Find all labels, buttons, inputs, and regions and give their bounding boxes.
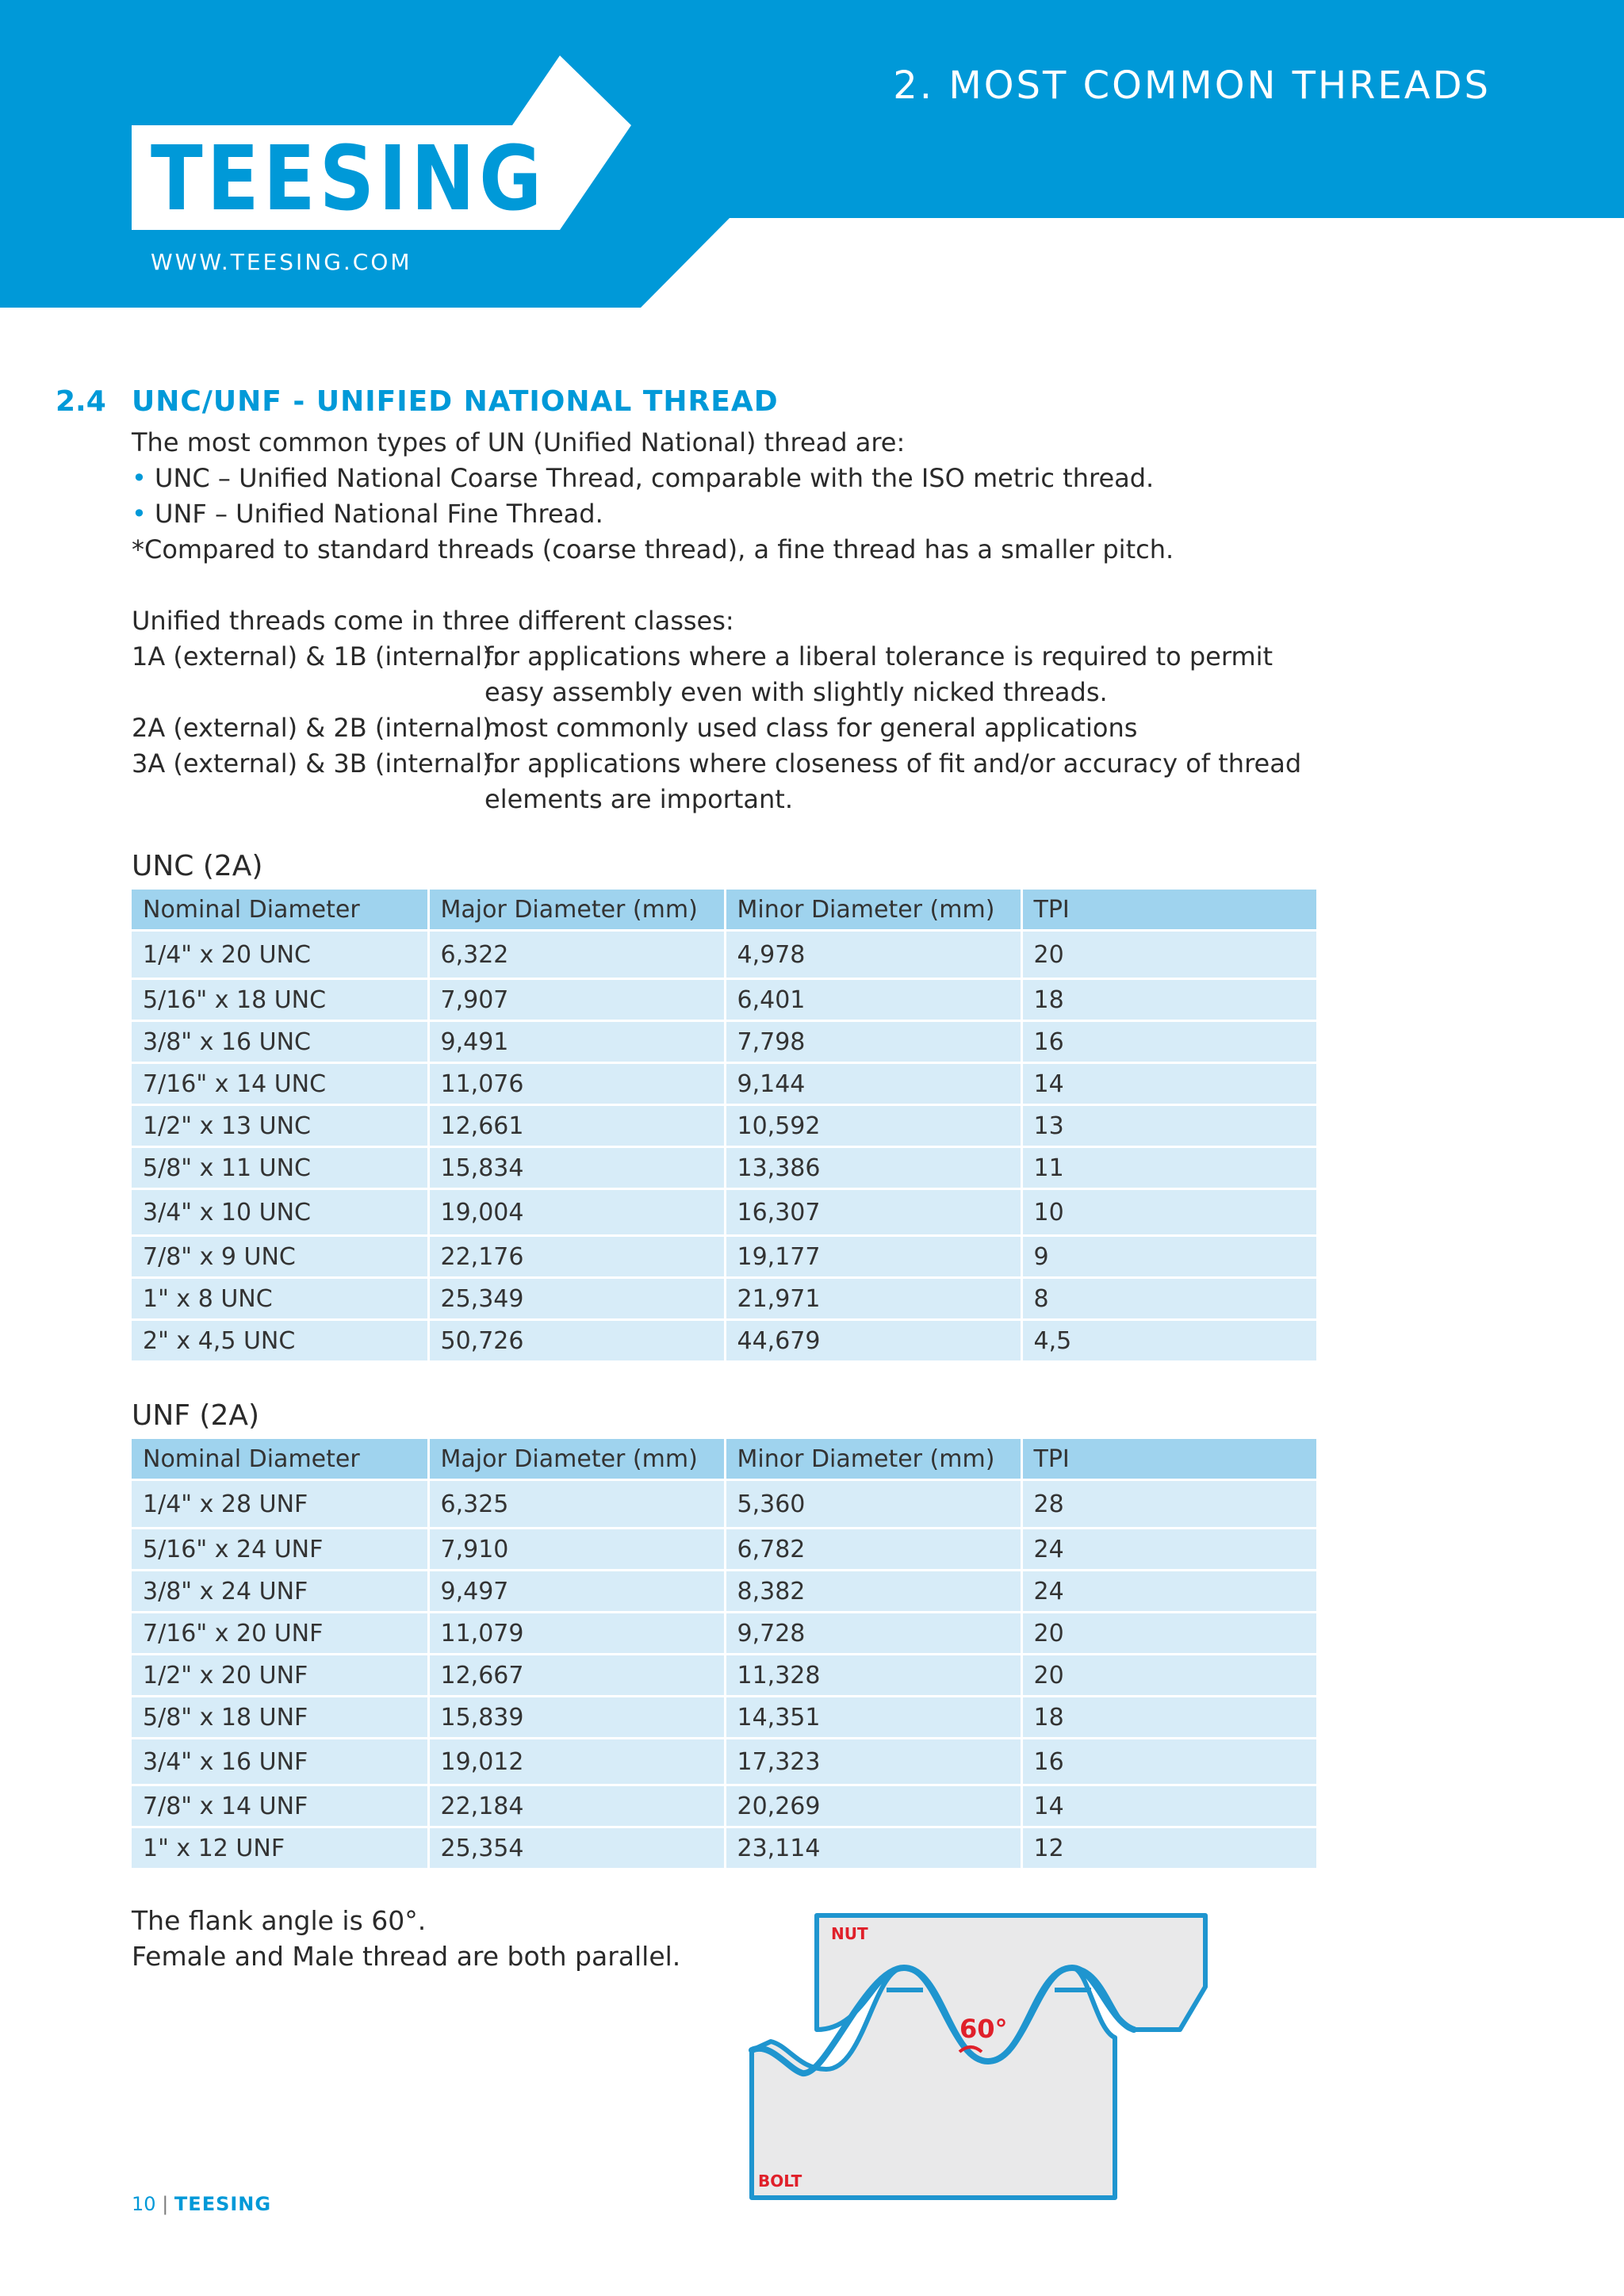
unf-table [132,1439,1316,1870]
classes-intro: Unified threads come in three different classes: [132,606,734,636]
table-cell: 3/4" x 10 UNC [132,1189,428,1236]
table-row [132,1785,1316,1827]
table-row [132,1529,1316,1571]
table-cell: 1" x 12 UNF [132,1827,428,1869]
table-cell: 7/8" x 14 UNF [132,1785,428,1827]
class-row [132,746,1337,817]
table-cell: 5/16" x 18 UNC [132,979,428,1021]
table-cell: 28 [1021,1480,1316,1529]
bolt-outline [752,1968,1115,2198]
table-cell: 44,679 [725,1320,1021,1362]
table-cell: 13,386 [725,1147,1021,1189]
table-cell: 5/8" x 18 UNF [132,1697,428,1739]
table-cell: 7/16" x 20 UNF [132,1613,428,1655]
table-cell: 2" x 4,5 UNC [132,1320,428,1362]
section-title: UNC/UNF - UNIFIED NATIONAL THREAD [132,385,779,418]
table-cell: 12,667 [428,1655,725,1697]
table-row [132,1021,1316,1063]
table-row [132,1739,1316,1785]
table-cell: 10 [1021,1189,1316,1236]
table-cell: 22,184 [428,1785,725,1827]
table-cell: 14 [1021,1785,1316,1827]
flank-line: Female and Male thread are both parallel. [132,1941,681,1972]
column-header: Nominal Diameter [132,890,428,931]
table-cell: 15,834 [428,1147,725,1189]
table-cell: 12 [1021,1827,1316,1869]
table-cell: 9,497 [428,1571,725,1613]
table-cell: 15,839 [428,1697,725,1739]
class-key: 3A (external) & 3B (internal): [132,748,501,779]
table-cell: 3/8" x 16 UNC [132,1021,428,1063]
table-cell: 9,144 [725,1063,1021,1105]
bullet-dot: • [132,499,147,529]
footer-separator: | [162,2193,169,2215]
section-number: 2.4 [56,385,106,418]
page-number: 10 [132,2193,156,2215]
table-cell: 22,176 [428,1236,725,1278]
table-cell: 6,325 [428,1480,725,1529]
table-cell: 50,726 [428,1320,725,1362]
bullet-text: UNF – Unified National Fine Thread. [155,499,603,529]
table-cell: 25,349 [428,1278,725,1320]
table-row [132,1613,1316,1655]
table-cell: 14 [1021,1063,1316,1105]
table-row [132,1480,1316,1529]
table-cell: 20 [1021,1613,1316,1655]
note-line: *Compared to standard threads (coarse thread), a fine thread has a smaller pitch. [132,534,1174,564]
table-cell: 18 [1021,1697,1316,1739]
table-cell: 6,322 [428,931,725,979]
table-cell: 11,079 [428,1613,725,1655]
class-row [132,710,1337,746]
intro-text [132,425,1337,817]
table-cell: 20,269 [725,1785,1021,1827]
table-cell: 7,910 [428,1529,725,1571]
column-header: Minor Diameter (mm) [725,1439,1021,1480]
table-row [132,1320,1316,1362]
table-cell: 14,351 [725,1697,1021,1739]
table-cell: 11,076 [428,1063,725,1105]
table-cell: 5/8" x 11 UNC [132,1147,428,1189]
table-cell: 9,728 [725,1613,1021,1655]
table-cell: 19,012 [428,1739,725,1785]
table-cell: 9,491 [428,1021,725,1063]
column-header: Nominal Diameter [132,1439,428,1480]
table-cell: 8 [1021,1278,1316,1320]
flank-line: The flank angle is 60°. [132,1905,427,1936]
table-cell: 23,114 [725,1827,1021,1869]
footer-brand: TEESING [174,2193,272,2215]
class-row [132,639,1337,710]
table-cell: 6,401 [725,979,1021,1021]
table-cell: 7,798 [725,1021,1021,1063]
table-cell: 17,323 [725,1739,1021,1785]
table-row [132,1105,1316,1147]
column-header: Minor Diameter (mm) [725,890,1021,931]
unf-table-title: UNF (2A) [132,1399,260,1432]
table-row [132,1189,1316,1236]
table-cell: 16,307 [725,1189,1021,1236]
table-cell: 24 [1021,1571,1316,1613]
table-cell: 8,382 [725,1571,1021,1613]
table-cell: 9 [1021,1236,1316,1278]
table-cell: 16 [1021,1739,1316,1785]
nut-label: NUT [831,1924,868,1943]
table-cell: 6,782 [725,1529,1021,1571]
table-cell: 20 [1021,931,1316,979]
column-header: TPI [1021,1439,1316,1480]
bullet-text: UNC – Unified National Coarse Thread, comparable with the ISO metric thread. [155,463,1155,493]
table-cell: 19,177 [725,1236,1021,1278]
flank-text [132,1903,680,1974]
table-cell: 3/8" x 24 UNF [132,1571,428,1613]
table-cell: 1/4" x 28 UNF [132,1480,428,1529]
table-cell: 7/8" x 9 UNC [132,1236,428,1278]
table-cell: 7/16" x 14 UNC [132,1063,428,1105]
table-cell: 5/16" x 24 UNF [132,1529,428,1571]
intro-line: The most common types of UN (Unified National) thread are: [132,427,906,457]
angle-label: 60° [959,2014,1008,2044]
column-header: Major Diameter (mm) [428,890,725,931]
table-cell: 20 [1021,1655,1316,1697]
table-cell: 11,328 [725,1655,1021,1697]
table-row [132,1236,1316,1278]
table-row [132,1571,1316,1613]
brand-url[interactable]: WWW.TEESING.COM [151,249,412,275]
table-cell: 19,004 [428,1189,725,1236]
unc-table [132,890,1316,1363]
table-row [132,1697,1316,1739]
page-footer [132,2193,271,2215]
table-cell: 1" x 8 UNC [132,1278,428,1320]
table-row [132,979,1316,1021]
brand-logo: TEESING [151,128,546,231]
section-header: 2. MOST COMMON THREADS [893,63,1491,108]
table-cell: 11 [1021,1147,1316,1189]
table-row [132,1063,1316,1105]
table-cell: 21,971 [725,1278,1021,1320]
table-cell: 4,978 [725,931,1021,979]
table-cell: 16 [1021,1021,1316,1063]
table-row [132,931,1316,979]
unc-table-title: UNC (2A) [132,850,263,882]
table-row [132,1278,1316,1320]
table-cell: 1/4" x 20 UNC [132,931,428,979]
table-cell: 7,907 [428,979,725,1021]
table-row [132,1827,1316,1869]
bolt-label: BOLT [758,2172,802,2191]
table-cell: 25,354 [428,1827,725,1869]
table-cell: 1/2" x 13 UNC [132,1105,428,1147]
table-cell: 3/4" x 16 UNF [132,1739,428,1785]
class-desc: for applications where a liberal tolerance is required to permit easy assembly even with slightly nicked threads. [485,641,1274,707]
bullet-item [132,496,1337,532]
table-cell: 5,360 [725,1480,1021,1529]
table-cell: 4,5 [1021,1320,1316,1362]
bullet-dot: • [132,463,147,493]
table-cell: 13 [1021,1105,1316,1147]
table-cell: 10,592 [725,1105,1021,1147]
class-desc: most commonly used class for general applications [485,713,1138,743]
class-desc: for applications where closeness of fit and/or accuracy of thread elements are important. [485,748,1302,814]
table-cell: 18 [1021,979,1316,1021]
table-row [132,1147,1316,1189]
class-key: 1A (external) & 1B (internal): [132,641,501,672]
table-header-row [132,890,1316,931]
class-key: 2A (external) & 2B (internal): [132,713,501,743]
table-row [132,1655,1316,1697]
table-cell: 1/2" x 20 UNF [132,1655,428,1697]
column-header: Major Diameter (mm) [428,1439,725,1480]
table-cell: 24 [1021,1529,1316,1571]
column-header: TPI [1021,890,1316,931]
table-cell: 12,661 [428,1105,725,1147]
table-header-row [132,1439,1316,1480]
bullet-item [132,461,1337,496]
thread-diagram [747,1911,1215,2204]
